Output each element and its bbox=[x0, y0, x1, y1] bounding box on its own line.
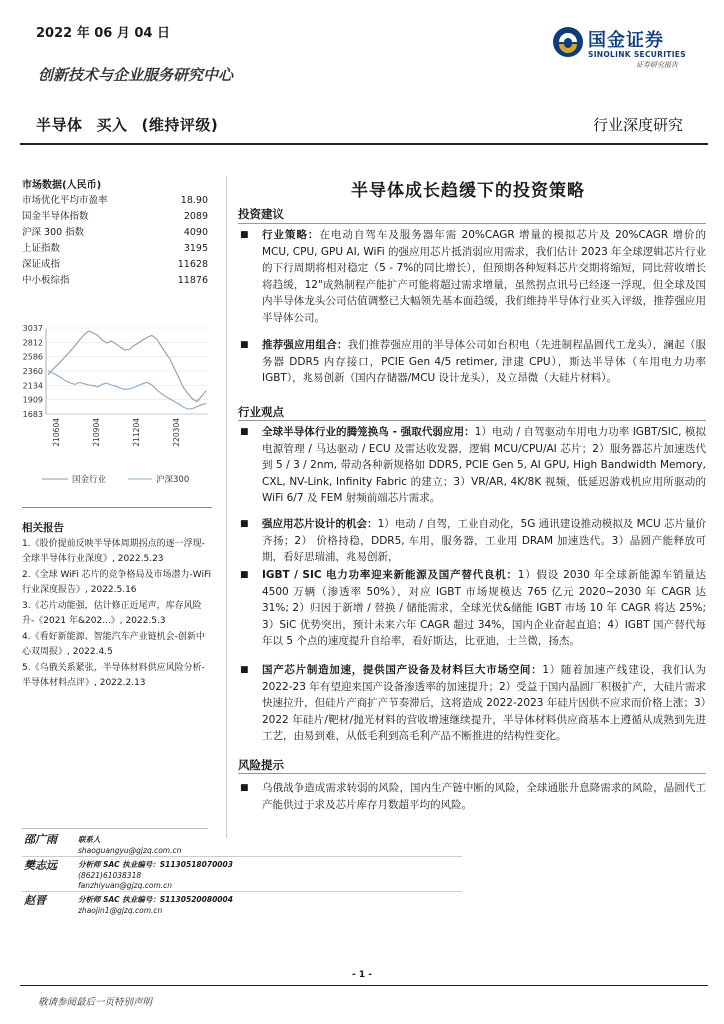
analyst-sac-id: 分析师 SAC 执业编号：S1130518070003 bbox=[78, 860, 233, 869]
market-data-value: 11628 bbox=[177, 259, 208, 270]
market-data-row bbox=[22, 241, 210, 257]
legend-label-csi300: 沪深300 bbox=[156, 475, 190, 485]
related-report-item[interactable]: 4.《看好新能源、智能汽车产业链机会-创新中心双周报》, 2022.4.5 bbox=[22, 632, 205, 657]
paragraph-lead: IGBT / SIC 电力功率迎来新能源及国产替代良机： bbox=[262, 569, 518, 581]
market-data-label: 中小板综指 bbox=[22, 275, 70, 286]
column-divider bbox=[226, 176, 227, 838]
paragraph-body: 1）电动 / 自驾驱动车用电力功率 IGBT/SIC, 模拟电源管理 / 马达驱动 / ECU 及雷达收发器，逻辑 MCU/CPU/AI 芯片；2）服务器芯片加速迭代到 5 / 3 / 2nm, 带动各种新规格如 DDR5, PCIE Gen 5, AI GPU, High Bandwidth Memory, CXL, NV-Link, Infinity Fabric 的建立；3）VR/AR, 4K/8K 视频，低延迟游戏机应用所驱动的 WiFi 6/7 及 FEM 射频前端芯片需求。 bbox=[262, 426, 707, 504]
x-tick-label: 210904 bbox=[92, 418, 101, 447]
market-data-label: 市场优化平均市盈率 bbox=[22, 195, 108, 206]
analyst-role: 联系人 bbox=[78, 835, 101, 844]
header-divider bbox=[20, 143, 708, 145]
bullet-square-icon: ■ bbox=[240, 519, 249, 529]
x-tick-label: 211204 bbox=[132, 418, 141, 447]
paragraph-risk bbox=[240, 780, 706, 813]
market-data-value: 11876 bbox=[177, 275, 208, 286]
paragraph-domestic-manufacturing bbox=[240, 662, 706, 745]
section-risk: 风险提示 bbox=[238, 758, 284, 772]
analyst-info bbox=[78, 835, 181, 856]
paragraph-lead: 推荐强应用组合： bbox=[262, 339, 348, 351]
related-reports-list bbox=[22, 537, 212, 692]
x-tick-label: 220304 bbox=[172, 418, 181, 447]
page-number: - 1 - bbox=[352, 970, 372, 980]
paragraph-chip-design bbox=[240, 516, 706, 566]
bullet-square-icon: ■ bbox=[240, 340, 249, 350]
market-data-row bbox=[22, 273, 210, 289]
paragraph-recommended-portfolio bbox=[240, 337, 706, 387]
company-logo bbox=[552, 24, 702, 70]
paragraph-lead: 全球半导体行业的腾笼换鸟 - 强取代弱应用： bbox=[262, 426, 475, 438]
report-type: 行业深度研究 bbox=[593, 116, 684, 134]
analyst-name: 邵广雨 bbox=[24, 833, 57, 846]
market-data-value: 4090 bbox=[183, 227, 208, 238]
section-investment-advice: 投资建议 bbox=[238, 207, 284, 221]
market-data-label: 沪深 300 指数 bbox=[22, 227, 85, 238]
related-report-item[interactable]: 5.《乌俄关系紧张，半导体材料供应风险分析-半导体材料点评》, 2022.2.13 bbox=[22, 663, 205, 688]
related-reports-title: 相关报告 bbox=[22, 522, 64, 534]
series-line-industry bbox=[48, 331, 206, 402]
rating-line bbox=[36, 114, 232, 135]
analyst-email[interactable]: fanzhiyuan@gjzq.com.cn bbox=[78, 881, 173, 890]
footer-disclaimer: 敬请参阅最后一页特别声明 bbox=[38, 997, 153, 1008]
market-data-value: 2089 bbox=[183, 211, 208, 222]
section-underline bbox=[238, 420, 706, 421]
section-industry-views: 行业观点 bbox=[238, 405, 284, 419]
paragraph-igbt-sic bbox=[240, 567, 706, 650]
analyst-row-divider bbox=[22, 856, 462, 857]
report-date: 2022 年 06 月 04 日 bbox=[36, 26, 170, 41]
chart-divider bbox=[22, 507, 212, 508]
market-data-value: 3195 bbox=[183, 243, 208, 254]
market-data-row bbox=[22, 257, 210, 273]
related-report-item[interactable]: 3.《芯片动能强，估计修正近尾声，库存风险升-《2021 年&202...》, 2022.5.3 bbox=[22, 601, 202, 626]
analyst-email[interactable]: zhaojin1@gjzq.com.cn bbox=[78, 905, 163, 915]
logo-text-en: SINOLINK SECURITIES bbox=[588, 50, 686, 59]
paragraph-industry-strategy bbox=[240, 227, 706, 326]
index-chart bbox=[20, 322, 212, 500]
logo-text-cn: 国金证券 bbox=[588, 30, 664, 51]
y-tick-label: 1909 bbox=[22, 395, 43, 405]
market-data-label: 上证指数 bbox=[22, 243, 61, 254]
logo-emblem-icon bbox=[552, 26, 584, 58]
series-line-csi300 bbox=[48, 371, 206, 409]
x-tick-label: 210604 bbox=[52, 418, 61, 447]
analyst-email[interactable]: shaoguangyu@gjzq.com.cn bbox=[78, 845, 182, 855]
market-data-row bbox=[22, 193, 210, 209]
paragraph-lead: 行业策略： bbox=[262, 229, 320, 241]
analyst-name: 樊志远 bbox=[24, 859, 57, 872]
paragraph-body: 1）随着加速产线建设，我们认为 2022-23 年有望迎来国产设备渗透率的加速提升；2）受益于国内晶圆厂积极扩产，大硅片需求快速拉升，但硅片产商扩产节奏滞后，这将造成 2022-2023 年硅片因供不应求而价格上涨；3）2022 年硅片/靶材/抛光材料的营收增速继续提升，半导体材料供应商基本上遵循从成熟到先进工艺，由易到难，从低毛利到高毛利产品不断推进的结构性变化。 bbox=[262, 664, 706, 742]
report-title: 半导体成长趋缓下的投资策略 bbox=[351, 181, 585, 201]
rating-status: (维持评级) bbox=[141, 116, 219, 134]
paragraph-body: 在电动自驾车及服务器年需 20%CAGR 增量的模拟芯片及 20%CAGR 增价的 MCU, CPU, GPU AI, WiFi 的强应用芯片抵消弱应用需求，我们估计 2023 年全球逻辑芯片行业的下行周期将相对稳定（5 - 7%的同比增长），但预期各种短料芯片交期将缩短，同比营收增长将趋缓，12"成熟制程产能扩产可能将超过需求增量，虽然拐点讯号已经逐一浮现，但全球及国内半导体龙头公司估值调整已大幅领先基本面趋缓，我们维持半导体行业买入评级，推荐强应用半导体公司。 bbox=[262, 229, 706, 324]
sector-name: 半导体 bbox=[36, 116, 83, 134]
bullet-square-icon: ■ bbox=[240, 783, 249, 793]
paragraph-body: 1）假设 2030 年全球新能源车销量达 4500 万辆（渗透率 50%），对应 IGBT 市场规模达 765 亿元 2020~2030 年 CAGR 达 31%; 2）归因于新增 / 替换 / 储能需求，全球光伏&储能 IGBT 市场 10 年 CAGR 将达 25%; 3）SiC 优势突出，预计未来六年 CAGR 超过 34%，国内企业奋起直追；4）IGBT 国产替代每年以 5 个点的速度提升自给率，看好斯达，比亚迪，士兰微，扬杰。 bbox=[262, 569, 707, 647]
market-data-label: 国金半导体指数 bbox=[22, 211, 89, 222]
market-data-label: 深证成指 bbox=[22, 259, 61, 270]
y-tick-label: 2586 bbox=[22, 352, 43, 362]
paragraph-body: 我们推荐强应用的半导体公司如台积电（先进制程晶圆代工龙头），澜起（服务器 DDR5 内存接口，PCIE Gen 4/5 retimer, 津逮 CPU），斯达半导体（车用电力功率 IGBT），兆易创新（国内存储器/MCU 设计龙头），及立昂微（大硅片材料）。 bbox=[262, 339, 706, 384]
paragraph-lead: 强应用芯片设计的机会： bbox=[262, 518, 378, 530]
legend-label-industry: 国金行业 bbox=[72, 475, 107, 485]
paragraph-body: 乌俄战争造成需求转弱的风险，国内生产链中断的风险，全球通胀升息降需求的风险，晶圆代工产能供过于求及芯片库存月数超平均的风险。 bbox=[262, 782, 706, 811]
section-underline bbox=[238, 773, 706, 774]
market-data-value: 18.90 bbox=[180, 195, 208, 206]
y-tick-label: 2812 bbox=[22, 338, 43, 348]
y-tick-label: 1683 bbox=[22, 410, 43, 419]
market-data-row bbox=[22, 209, 210, 225]
related-report-item[interactable]: 2.《全球 WiFi 芯片的竞争格局及市场潜力-WiFi 行业深度报告》, 2022.5.16 bbox=[22, 570, 212, 595]
analyst-info bbox=[78, 895, 233, 916]
analyst-sac-id: 分析师 SAC 执业编号：S1130520080004 bbox=[78, 895, 233, 904]
analyst-divider bbox=[22, 828, 208, 829]
market-data-row bbox=[22, 225, 210, 241]
rating-action: 买入 bbox=[96, 116, 128, 134]
paragraph-lead: 国产芯片制造加速，提供国产设备及材料巨大市场空间： bbox=[262, 664, 543, 676]
paragraph-global-semiconductor bbox=[240, 424, 706, 507]
paragraph-body: 1）电动 / 自驾，工业自动化，5G 通讯建设推动模拟及 MCU 芯片量价齐扬；2） 价格持稳，DDR5, 车用，服务器，工业用 DRAM 加速迭代。3）晶圆产能释放可期，看好思瑞浦，兆易创新， bbox=[262, 518, 706, 563]
analyst-row-divider bbox=[22, 891, 462, 892]
market-data-panel bbox=[22, 176, 210, 289]
market-data-title: 市场数据(人民币) bbox=[22, 180, 102, 191]
bullet-square-icon: ■ bbox=[240, 665, 249, 675]
analyst-phone: (8621)61038318 bbox=[78, 870, 142, 880]
y-tick-label: 2134 bbox=[22, 381, 43, 391]
bullet-square-icon: ■ bbox=[240, 427, 249, 437]
related-report-item[interactable]: 1.《股价提前反映半导体周期拐点的逐一浮现-全球半导体行业深度》, 2022.5.23 bbox=[22, 539, 205, 564]
bullet-square-icon: ■ bbox=[240, 230, 249, 240]
y-tick-label: 2360 bbox=[22, 367, 43, 376]
index-chart-svg bbox=[20, 322, 212, 500]
y-tick-label: 3037 bbox=[22, 324, 43, 333]
analyst-name: 赵晋 bbox=[24, 894, 46, 907]
analyst-info bbox=[78, 860, 233, 892]
bullet-square-icon: ■ bbox=[240, 570, 249, 580]
research-center: 创新技术与企业服务研究中心 bbox=[38, 66, 234, 84]
report-category: 证券研究报告 bbox=[636, 61, 678, 69]
section-underline bbox=[238, 223, 706, 224]
footer-divider bbox=[20, 985, 708, 986]
